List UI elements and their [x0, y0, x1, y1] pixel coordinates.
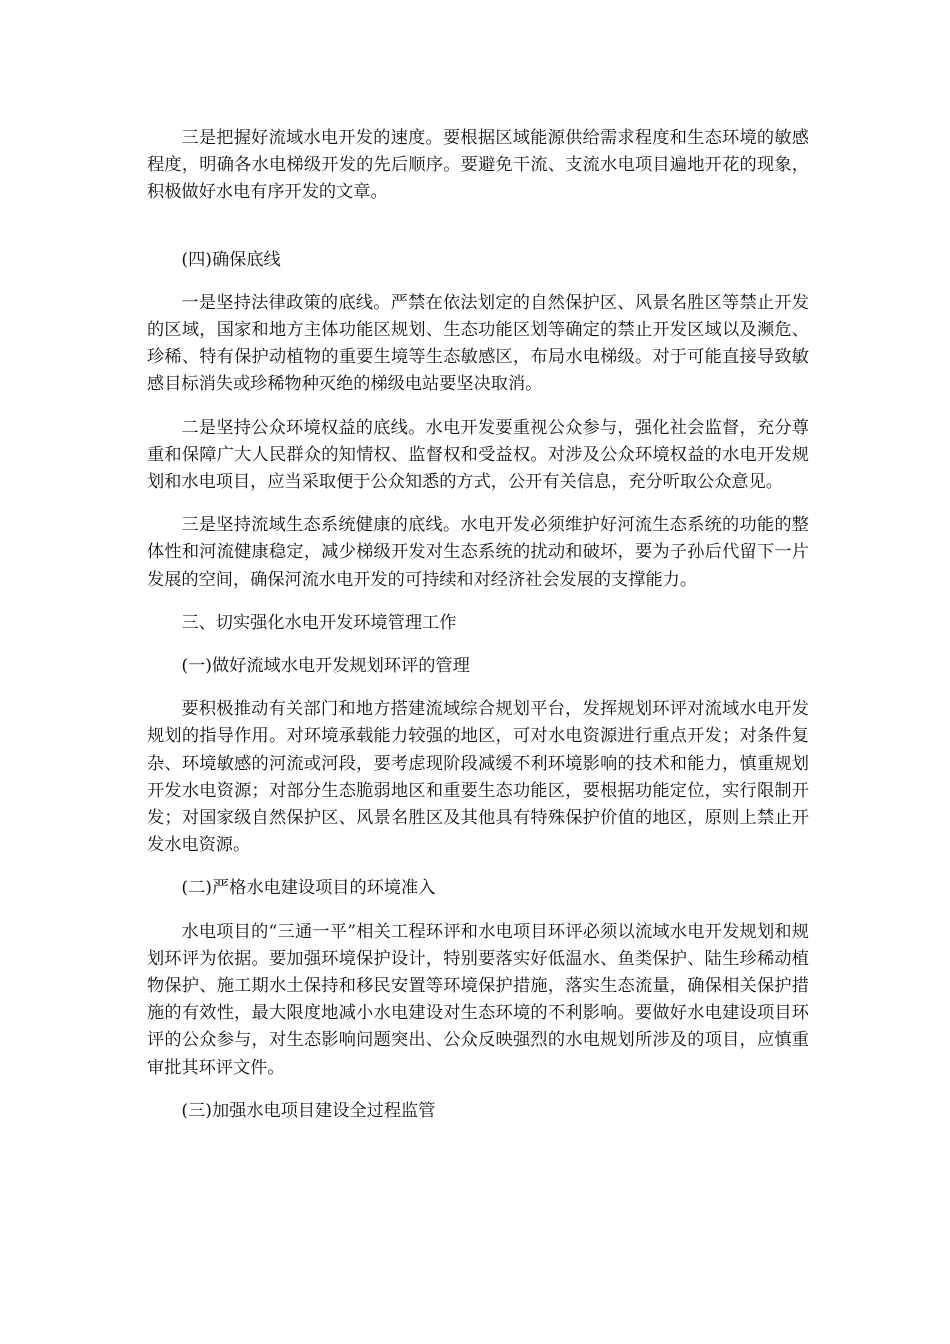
paragraph-public-rights: 二是坚持公众环境权益的底线。水电开发要重视公众参与，强化社会监督，充分尊重和保障广大人民群众的知情权、监督权和受益权。对涉及公众环境权益的水电开发规划和水电项目，应当采取便于公众知悉的方式，公开有关信息，充分听取公众意见。 [147, 417, 809, 493]
subsection-heading-access: (二)严格水电建设项目的环境准入 [181, 878, 436, 899]
paragraph-legal-policy: 一是坚持法律政策的底线。严禁在依法划定的自然保护区、风景名胜区等禁止开发的区域，国家和地方主体功能区规划、生态功能区划等确定的禁止开发区域以及濒危、珍稀、特有保护动植物的重要生境等生态敏感区，布局水电梯级。对于可能直接导致敏感目标消失或珍稀物种灭绝的梯级电站要坚决取消。 [147, 292, 809, 395]
paragraph-environmental-access: 水电项目的“三通一平”相关工程环评和水电项目环评必须以流域水电开发规划和规划环评为依据。要加强环境保护设计，特别要落实好低温水、鱼类保护、陆生珍稀动植物保护、施工期水土保持和移民安置等环境保护措施，落实生态流量，确保相关保护措施的有效性，最大限度地减小水电建设对生态环境的不利影响。要做好水电建设项目环评的公众参与，对生态影响问题突出、公众反映强烈的水电规划所涉及的项目，应慎重审批其环评文件。 [147, 921, 809, 1078]
document-page [147, 125, 809, 1141]
paragraph-ecosystem-health: 三是坚持流域生态系统健康的底线。水电开发必须维护好河流生态系统的功能的整体性和河流健康稳定，减少梯级开发对生态系统的扰动和破坏，要为子孙后代留下一片发展的空间，确保河流水电开发的可持续和对经济社会发展的支撑能力。 [147, 515, 809, 590]
paragraph-planning-eia: 要积极推动有关部门和地方搭建流域综合规划平台，发挥规划环评对流域水电开发规划的指导作用。对环境承载能力较强的地区，可对水电资源进行重点开发；对条件复杂、环境敏感的河流或河段，要考虑现阶段减缓不利环境影响的技术和能力，慎重规划开发水电资源；对部分生态脆弱地区和重要生态功能区，要根据功能定位，实行限制开发；对国家级自然保护区、风景名胜区及其他具有特殊保护价值的地区，原则上禁止开发水电资源。 [147, 699, 809, 856]
paragraph-development-speed: 三是把握好流域水电开发的速度。要根据区域能源供给需求程度和生态环境的敏感程度，明确各水电梯级开发的先后顺序。要避免干流、支流水电项目遍地开花的现象，积极做好水电有序开发的文章。 [147, 128, 809, 203]
subsection-heading-planning-eia: (一)做好流域水电开发规划环评的管理 [181, 656, 470, 677]
subsection-heading-supervision: (三)加强水电项目建设全过程监管 [181, 1100, 436, 1121]
section-heading-bottom-line: (四)确保底线 [181, 249, 281, 270]
section-heading-management: 三、切实强化水电开发环境管理工作 [181, 612, 457, 633]
